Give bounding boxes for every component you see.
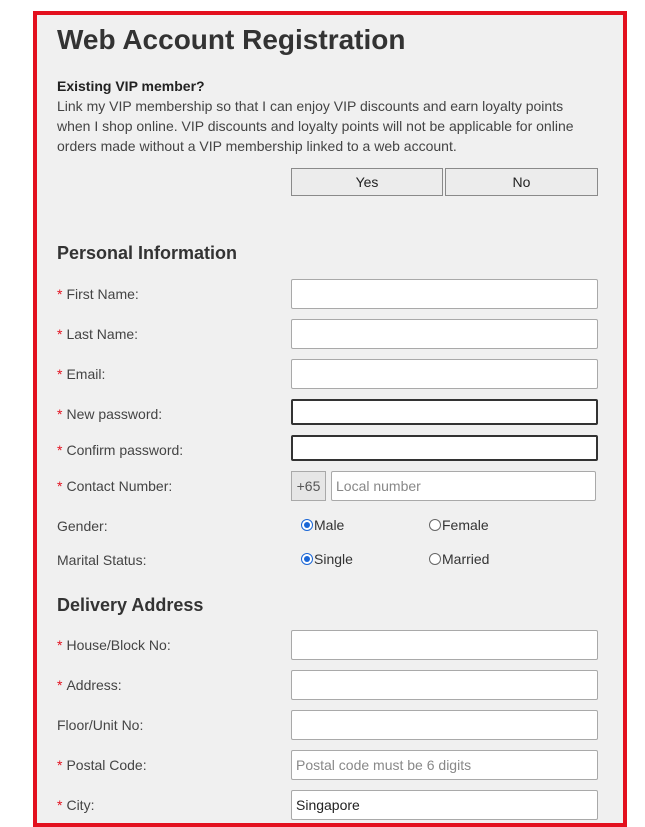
- radio-unselected-icon[interactable]: [429, 553, 441, 565]
- gender-male-option[interactable]: Male: [301, 517, 344, 533]
- email-input[interactable]: [291, 359, 598, 389]
- confirm-password-input[interactable]: [291, 435, 598, 461]
- required-mark: *: [57, 637, 63, 653]
- vip-question: Existing VIP member?: [57, 78, 205, 94]
- delivery-address-heading: Delivery Address: [57, 595, 204, 615]
- confirm-password-label: * Confirm password:: [57, 442, 184, 458]
- personal-info-heading: Personal Information: [57, 243, 238, 263]
- page-title: Web Account Registration: [57, 24, 406, 55]
- new-password-label: * New password:: [57, 406, 163, 422]
- first-name-label: * First Name:: [57, 286, 139, 302]
- radio-selected-icon[interactable]: [301, 519, 313, 531]
- email-label: * Email:: [57, 366, 106, 382]
- house-block-input[interactable]: [291, 630, 598, 660]
- marital-single-option[interactable]: Single: [301, 551, 353, 567]
- new-password-input[interactable]: [291, 399, 598, 425]
- required-mark: *: [57, 478, 63, 494]
- house-block-label: * House/Block No:: [57, 637, 171, 653]
- city-input[interactable]: [291, 790, 598, 820]
- floor-unit-label: Floor/Unit No:: [57, 717, 144, 733]
- required-mark: *: [57, 442, 63, 458]
- marital-status-label: Marital Status:: [57, 552, 147, 568]
- vip-yes-button[interactable]: Yes: [291, 168, 443, 196]
- postal-code-input[interactable]: [291, 750, 598, 780]
- vip-description: Link my VIP membership so that I can enjoy VIP discounts and earn loyalty points when I shop online. VIP discounts and loyalty points will not be applicable for online orders made without a VIP membership linked to a web account.: [57, 98, 574, 154]
- last-name-input[interactable]: [291, 319, 598, 349]
- marital-married-option[interactable]: Married: [429, 551, 489, 567]
- address-label: * Address:: [57, 677, 122, 693]
- required-mark: *: [57, 366, 63, 382]
- floor-unit-input[interactable]: [291, 710, 598, 740]
- last-name-label: * Last Name:: [57, 326, 139, 342]
- required-mark: *: [57, 677, 63, 693]
- first-name-input[interactable]: [291, 279, 598, 309]
- country-code-prefix: +65: [291, 471, 326, 501]
- contact-number-label: * Contact Number:: [57, 478, 173, 494]
- radio-unselected-icon[interactable]: [429, 519, 441, 531]
- required-mark: *: [57, 797, 63, 813]
- required-mark: *: [57, 326, 63, 342]
- postal-code-label: * Postal Code:: [57, 757, 147, 773]
- radio-selected-icon[interactable]: [301, 553, 313, 565]
- registration-panel: [33, 11, 627, 827]
- vip-no-button[interactable]: No: [445, 168, 598, 196]
- city-label: * City:: [57, 797, 95, 813]
- required-mark: *: [57, 286, 63, 302]
- address-input[interactable]: [291, 670, 598, 700]
- local-number-input[interactable]: [331, 471, 596, 501]
- gender-label: Gender:: [57, 518, 108, 534]
- gender-female-option[interactable]: Female: [429, 517, 489, 533]
- required-mark: *: [57, 406, 63, 422]
- required-mark: *: [57, 757, 63, 773]
